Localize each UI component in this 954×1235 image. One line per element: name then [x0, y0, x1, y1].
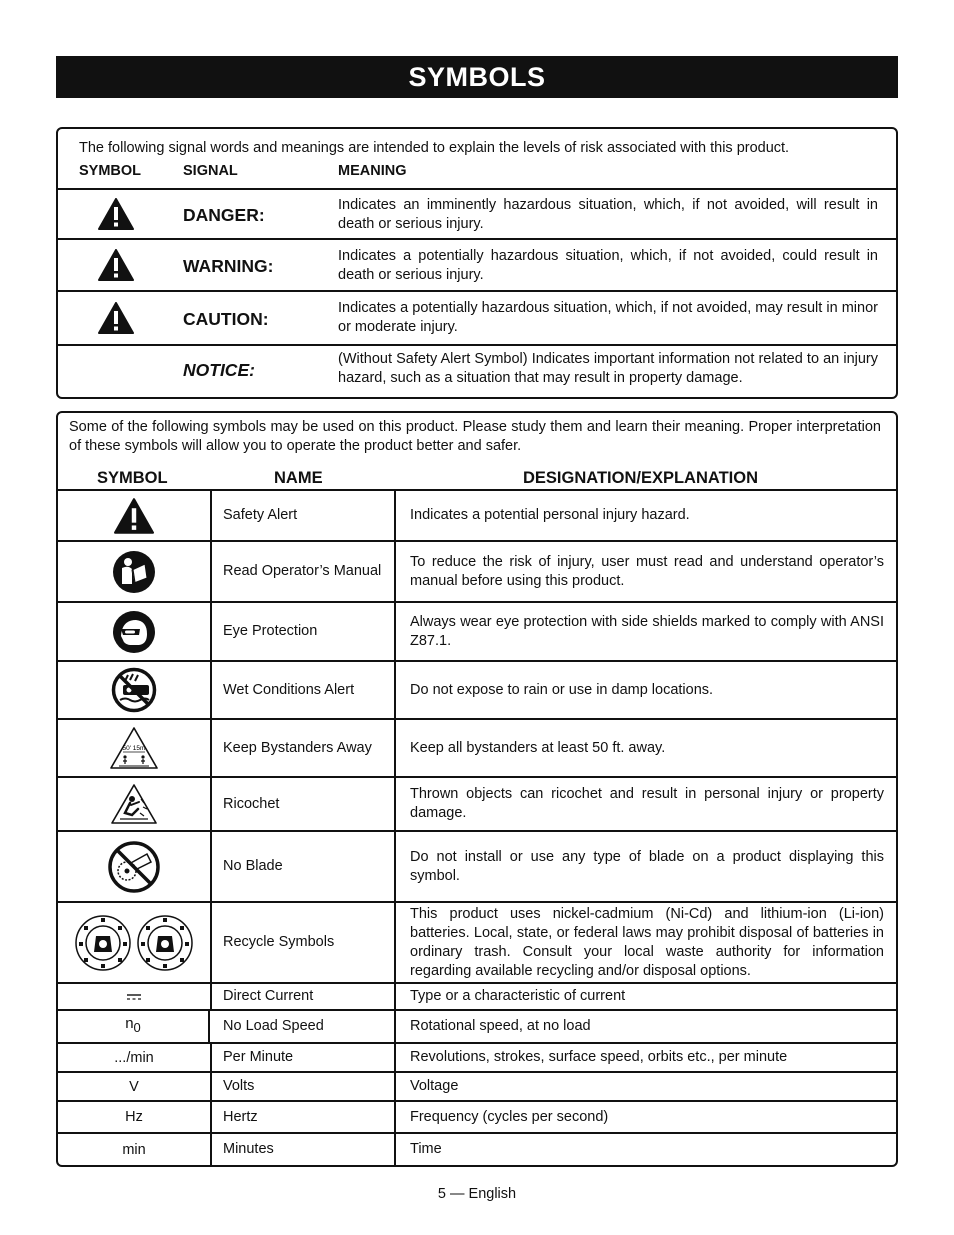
table-row	[58, 776, 896, 830]
signal-meaning: Indicates a potentially hazardous situation, which, if not avoided, may result in minor or moderate injury.	[338, 300, 878, 335]
symbol-cell: V	[58, 1073, 212, 1100]
table-row	[58, 1100, 896, 1132]
symbol-cell	[58, 603, 212, 660]
signal-meaning: Indicates a potentially hazardous situation, which, if not avoided, could result in death or serious injury.	[338, 248, 878, 283]
safety-alert-icon	[114, 498, 154, 534]
signal-word: CAUTION:	[183, 309, 269, 329]
explanation-text: Do not expose to rain or use in damp locations.	[410, 681, 714, 698]
symbol-cell	[58, 984, 212, 1009]
table-row	[58, 1009, 896, 1042]
explanation-text: Do not install or use any type of blade on a product displaying this symbol.	[410, 848, 884, 884]
explanation-cell	[398, 903, 884, 982]
signal-intro: The following signal words and meanings are intended to explain the levels of risk associated with this product.	[79, 140, 790, 156]
name-cell: No Blade	[211, 832, 396, 901]
explanation-cell	[398, 778, 884, 830]
table-row	[58, 1071, 896, 1100]
table-row	[58, 1042, 896, 1071]
name-cell: Minutes	[211, 1134, 396, 1165]
explanation-cell	[398, 542, 884, 601]
symbol-cell	[58, 778, 212, 830]
explanation-cell	[398, 491, 884, 540]
signal-row-danger	[58, 188, 896, 238]
explanation-text: To reduce the risk of injury, user must read and understand operator’s manual before using this product.	[410, 553, 884, 589]
name-cell: Per Minute	[211, 1044, 396, 1071]
name-cell: Wet Conditions Alert	[211, 662, 396, 718]
symbol-cell: .../min	[58, 1044, 212, 1071]
table-row	[58, 830, 896, 901]
read-manual-icon	[112, 550, 156, 594]
table-row	[58, 660, 896, 718]
no-blade-icon	[107, 840, 161, 894]
explanation-cell	[398, 603, 884, 660]
name-cell: Direct Current	[211, 984, 396, 1009]
name-cell: Recycle Symbols	[211, 903, 396, 982]
direct-current-icon	[127, 993, 141, 1001]
explanation-text: Frequency (cycles per second)	[410, 1108, 609, 1125]
symbol-cell	[58, 720, 212, 776]
explanation-cell	[398, 1073, 884, 1100]
symbol-cell: min	[58, 1134, 212, 1165]
table-row	[58, 489, 896, 540]
header-meaning: MEANING	[338, 163, 407, 179]
explanation-cell	[398, 1044, 884, 1071]
explanation-text: This product uses nickel-cadmium (Ni-Cd) and lithium-ion (Li-ion) batteries. Local, state, or federal laws may prohibit disposal of batteries in ordinary trash. Consult your local waste authority for information regarding available recycling and/or disposal options.	[410, 905, 884, 979]
header-symbol: SYMBOL	[97, 469, 168, 487]
name-cell: Safety Alert	[211, 491, 396, 540]
recycle-seal-icon	[74, 914, 132, 972]
explanation-cell	[398, 1011, 884, 1042]
explanation-text: Always wear eye protection with side shields marked to comply with ANSI Z87.1.	[410, 613, 884, 649]
header-name: NAME	[274, 469, 323, 487]
explanation-text: Revolutions, strokes, surface speed, orbits etc., per minute	[410, 1049, 788, 1065]
explanation-cell	[398, 662, 884, 718]
explanation-text: Voltage	[410, 1078, 459, 1094]
symbol-cell	[58, 903, 212, 982]
signal-word: NOTICE:	[183, 360, 255, 380]
header-signal: SIGNAL	[183, 163, 238, 179]
symbol-cell	[58, 542, 212, 601]
signal-word: WARNING:	[183, 256, 274, 276]
page-title: SYMBOLS	[56, 56, 898, 98]
name-cell: No Load Speed	[211, 1011, 396, 1042]
symbols-table-box	[56, 411, 898, 1167]
safety-alert-icon	[98, 249, 134, 281]
wet-conditions-icon	[111, 667, 157, 713]
name-cell: Hertz	[211, 1102, 396, 1132]
name-cell: Keep Bystanders Away	[211, 720, 396, 776]
explanation-cell	[398, 1134, 884, 1165]
signal-meaning: Indicates an imminently hazardous situation, which, if not avoided, will result in death or serious injury.	[338, 197, 878, 232]
keep-bystanders-away-icon	[109, 726, 159, 770]
eye-protection-icon	[112, 610, 156, 654]
name-cell: Volts	[211, 1073, 396, 1100]
ricochet-icon	[110, 783, 158, 825]
symbol-text	[125, 1015, 141, 1035]
name-cell: Ricochet	[211, 778, 396, 830]
explanation-cell	[398, 832, 884, 901]
explanation-cell	[398, 1102, 884, 1132]
symbol-cell	[58, 662, 212, 718]
table-row	[58, 540, 896, 601]
symbol-text-main: n	[125, 1015, 134, 1032]
symbol-cell	[58, 1011, 210, 1042]
signal-word: DANGER:	[183, 205, 265, 225]
explanation-cell	[398, 984, 884, 1009]
symbol-text-subscript: 0	[133, 1020, 141, 1035]
safety-alert-icon	[98, 198, 134, 230]
symbols-intro: Some of the following symbols may be used on this product. Please study them and learn their meaning. Proper interpretation of these symbols will allow you to operate the product better and safer.	[69, 419, 881, 454]
name-cell: Eye Protection	[211, 603, 396, 660]
page-footer: 5 — English	[437, 1186, 517, 1202]
signal-meaning: (Without Safety Alert Symbol) Indicates important information not related to an injury hazard, such as a situation that may result in property damage.	[338, 351, 878, 386]
header-symbol: SYMBOL	[79, 163, 142, 179]
explanation-text: Rotational speed, at no load	[410, 1018, 591, 1034]
explanation-text: Indicates a potential personal injury hazard.	[410, 507, 690, 523]
signal-row-warning	[58, 238, 896, 290]
signal-row-notice	[58, 344, 896, 399]
safety-alert-icon	[98, 302, 134, 334]
explanation-text: Thrown objects can ricochet and result in personal injury or property damage.	[410, 786, 884, 821]
header-designation: DESIGNATION/EXPLANATION	[523, 469, 758, 487]
table-row	[58, 718, 896, 776]
symbol-cell	[58, 491, 212, 540]
table-row	[58, 982, 896, 1009]
explanation-cell	[398, 720, 884, 776]
explanation-text: Time	[410, 1141, 442, 1157]
table-row	[58, 601, 896, 660]
signal-row-caution	[58, 290, 896, 344]
explanation-text: Type or a characteristic of current	[410, 988, 626, 1004]
symbol-cell	[58, 832, 212, 901]
table-row	[58, 1132, 896, 1165]
name-cell: Read Operator’s Manual	[211, 542, 396, 601]
symbol-cell: Hz	[58, 1102, 212, 1132]
signal-words-box	[56, 127, 898, 399]
explanation-text: Keep all bystanders at least 50 ft. away.	[410, 739, 666, 756]
table-row	[58, 901, 896, 982]
bystander-distance-label: 50' 15m	[122, 745, 146, 752]
recycle-seal-icon	[136, 914, 194, 972]
